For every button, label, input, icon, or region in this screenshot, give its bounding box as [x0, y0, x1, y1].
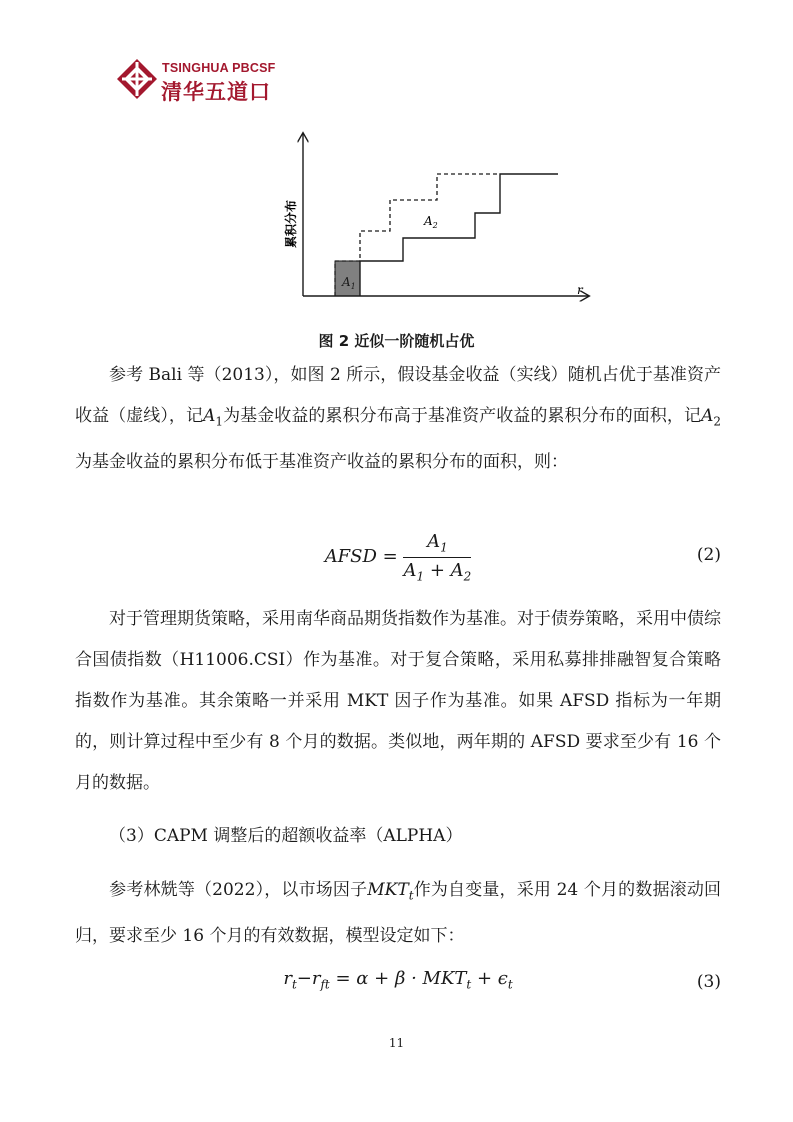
logo-chinese-text: 清华五道口	[161, 80, 271, 104]
equation-3: $r_t-r_{ft} = \alpha + \beta \cdot MKT_t + \epsilon_t$ (3)	[283, 968, 721, 992]
x-axis-label: r	[577, 283, 583, 297]
eq2-lhs: AFSD =	[324, 546, 398, 568]
area-a1-label: $A_1$	[342, 275, 356, 291]
figure-caption: 图 2 近似一阶随机占优	[318, 332, 475, 350]
eq3-number: (3)	[696, 972, 721, 992]
section-heading-capm-alpha: （3）CAPM 调整后的超额收益率（ALPHA）	[109, 826, 463, 846]
paragraph-benchmarks: 对于管理期货策略，采用南华商品期货指数作为基准。对于债券策略，采用中债综合国债指数（H11006.CSI）作为基准。对于复合策略，采用私募排排融智复合策略指数作为基准。其余策略一并采用 MKT 因子作为基准。如果 AFSD 指标为一年期的，则计算过程中至少有 8 个月的数据。类似地，两年期的 AFSD 要求至少有 16 个月的数据。	[75, 609, 721, 793]
paragraph-afsd-definition: 参考 Bali 等（2013），如图 2 所示，假设基金收益（实线）随机占优于基准资产收益（虚线），记$A_1$为基金收益的累积分布高于基准资产收益的累积分布的面积，记$A_2$为基金收益的累积分布低于基准资产收益的累积分布的面积，则：	[75, 365, 722, 473]
logo	[116, 58, 316, 104]
area-a2-label: $A_2$	[424, 214, 438, 230]
eq2-number: (2)	[696, 545, 721, 565]
eq2-fraction: $\frac{A_1}{A_1 + A_2}$	[403, 531, 472, 584]
logo-english-text: TSINGHUA PBCSF	[162, 61, 276, 75]
page-number: 11	[388, 1036, 405, 1050]
equation-2	[75, 531, 721, 587]
fund-cdf-solid	[360, 174, 558, 296]
cdf-step-figure	[276, 128, 596, 310]
y-axis-label: 累积分布	[284, 199, 298, 248]
logo-emblem-icon	[116, 58, 158, 100]
paragraph-capm-regression: 参考林兟等（2022），以市场因子$MKT_t$作为自变量，采用 24 个月的数据滚动回归，要求至少 16 个月的有效数据，模型设定如下：	[75, 880, 721, 947]
